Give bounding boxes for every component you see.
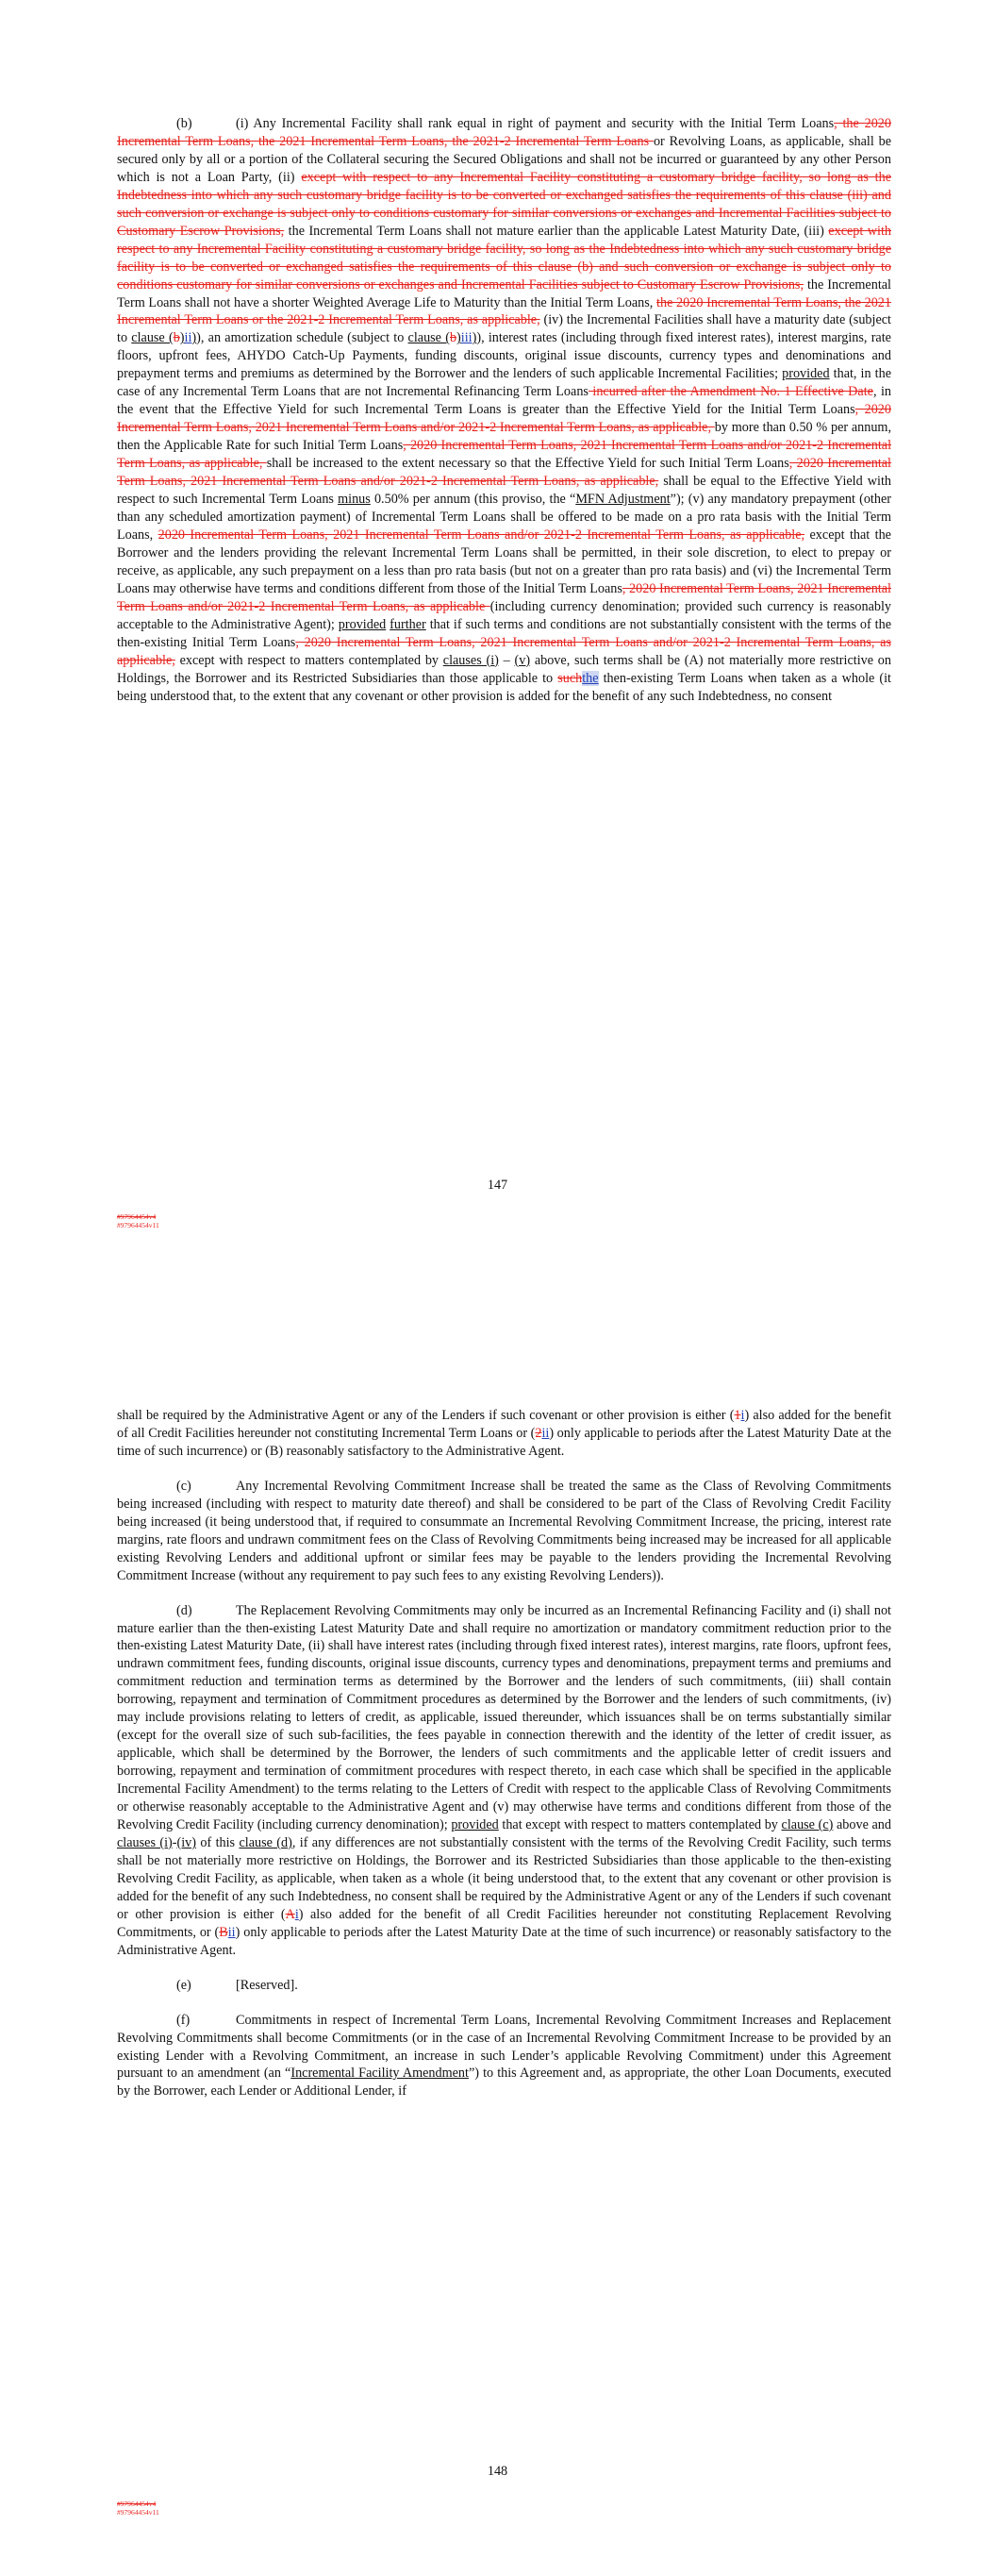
underlined-text: clause (c) (781, 1817, 834, 1833)
text-run: , in the event that the Effective Yield for such Incremental Term Loans is greater than the Effective Yield for the Initial Term Loans (117, 384, 891, 418)
deleted-text: b (449, 330, 457, 346)
underlined-text: MFN Adjustment (575, 492, 671, 508)
deleted-text: A (285, 1906, 295, 1922)
inserted-text-highlighted: the (582, 670, 599, 686)
text-run: except with respect to matters contemplated by (174, 652, 443, 668)
page-148 (0, 1288, 995, 2576)
paragraph-continued (117, 1407, 891, 1461)
paragraph-label: (c) (176, 1478, 191, 1494)
text-run: of this (195, 1834, 240, 1850)
document-id-footer (117, 1213, 159, 1229)
text-run: 0.50% per annum (this proviso, the “ (370, 492, 576, 508)
deleted-text: , 2020 Incremental Term Loans, 2021 Incremental Term Loans and/or 2021-2 Incremental Term Loans, as applicable, (117, 438, 892, 472)
page-147-body (117, 115, 891, 722)
text-run: ”); (v) any mandatory prepayment (other than any scheduled amortization payment) of Incremental Term Loans shall be offered to be made on a pro rata basis with the Initial Term Loans, (117, 492, 891, 543)
underlined-text: ) (456, 330, 461, 346)
paragraph-d (117, 1602, 891, 1960)
deleted-text: incurred after the Amendment No. 1 Effective Date (588, 384, 873, 400)
text-run: , if any differences are not substantially consistent with the terms of the Revolving Credit Facility, such terms shall be not materially more restrictive on Holdings, the Borrower and its Restricted Subsidiaries than those applicable to the then-existing Revolving Credit Facility, as applicable, when taken as a whole (it being understood that, to the extent that any covenant or other provision is added for the benefit of any such Indebtedness, no consent shall be required by the Administrative Agent or any of the Lenders if such covenant or other provision is either ( (117, 1834, 891, 1922)
document-id-old: #97964454v4 (117, 2500, 157, 2508)
deleted-text: 2020 Incremental Term Loans, 2021 Incremental Term Loans and/or 2021-2 Incremental Term Loans, as applicable, (158, 527, 805, 543)
text-run: The Replacement Revolving Commitments may only be incurred as an Incremental Refinancing Facility and (i) shall not mature earlier than the then-existing Latest Maturity Date and shall require no amortization or mandatory commitment reduction prior to the then-existing Latest Maturity Date, (ii) shall have interest rates (including through fixed interest rates), interest margins, rate floors, upfront fees, undrawn commitment fees, funding discounts, original issue discounts, currency types and denominations, prepayment terms and premiums and commitment reduction and termination terms as determined by the Borrower and the lenders of such commitments, (iii) shall contain borrowing, repayment and termination of Commitment procedures as determined by the Borrower and the lenders of such commitments, (iv) may include provisions relating to letters of credit, as applicable, issued thereunder, which issuances shall be on terms substantially similar (except for the overall size of such sub-facilities, the fees payable in connection therewith and the identity of the letter of credit issuer, as applicable, which shall be determined by the Borrower, the lenders of such commitments and the applicable letter of credit issuers and borrowing, repayment and termination of commitment procedures with respect thereto, in each case which shall be specified in the applicable Incremental Facility Amendment) to the terms relating to the Letters of Credit with respect to the applicable Class of Revolving Commitments or otherwise reasonably acceptable to the Administrative Agent and (v) may otherwise have terms and conditions different from those of the Revolving Credit Facility (including currency denomination); (117, 1602, 891, 1833)
inserted-text: i (740, 1408, 745, 1423)
paragraph-label: (b) (176, 116, 192, 131)
text-run: ) only applicable to periods after the Latest Maturity Date at the time of such incurrence) or (B) reasonably satisfactory to the Administrative Agent. (117, 1425, 892, 1459)
text-run: or Revolving Loans, as applicable, shall be secured only by all or a portion of the Collateral securing the Secured Obligations and shall not be incurred or guaranteed by any other Person which is not a Loan Party, (ii) (117, 133, 891, 185)
paragraph-f (117, 2012, 891, 2101)
deleted-text: b (173, 330, 180, 346)
underlined-text: minus (338, 492, 371, 508)
text-run: - (172, 1834, 177, 1850)
text-run: by more than 0.50 % per annum, then the Applicable Rate for such Initial Term Loans (117, 420, 892, 454)
text-run: that except with respect to matters contemplated by (498, 1817, 782, 1833)
inserted-text: i (294, 1906, 299, 1922)
underlined-text: clauses (i) (117, 1834, 173, 1850)
inserted-text: ii (541, 1425, 550, 1441)
text-run: ) also added for the benefit of all Credit Facilities hereunder not constituting Replacement Revolving Commitments, or ( (117, 1906, 891, 1940)
deleted-text: 2 (535, 1425, 542, 1441)
document-id-new: #97964454v11 (117, 1221, 159, 1229)
text-run: (iv) the Incremental Facilities shall have a maturity date (subject to (117, 312, 891, 346)
text-run: – (498, 652, 515, 668)
underlined-text: clauses (i) (442, 652, 499, 668)
underlined-text: (v) (514, 652, 531, 668)
paragraph-b (117, 115, 891, 705)
paragraph-label: (e) (176, 1977, 191, 1993)
text-run: that if such terms and conditions are not substantially consistent with the terms of the then-existing Initial Term Loans (117, 616, 891, 650)
inserted-text: ii (184, 330, 192, 346)
document-id-old: #97964454v4 (117, 1213, 157, 1221)
underlined-text: provided (451, 1817, 499, 1833)
text-run: above, such terms shall be (A) not materially more restrictive on Holdings, the Borrower and its Restricted Subsidiaries than those applicable to (117, 652, 891, 686)
underlined-text: clause ( (407, 330, 450, 346)
paragraph-e (117, 1977, 891, 1995)
text-run: ”) to this Agreement and, as appropriate, the other Loan Documents, executed by the Borrower, each Lender or Additional Lender, if (117, 2066, 891, 2099)
paragraph-label: (f) (176, 2012, 191, 2028)
deleted-text: the 2020 Incremental Term Loans, the 2021 Incremental Term Loans or the 2021-2 Incremental Term Loans, as applicable, (117, 294, 891, 328)
text-run: ), interest rates (including through fixed interest rates), interest margins, rate floors, upfront fees, AHYDO Catch-Up Payments, funding discounts, original issue discounts, currency types and denominations and prepayment terms and premiums as determined by the Borrower and the lenders of such applicable Incremental Facilities; (117, 330, 891, 382)
deleted-text: except with respect to any Incremental Facility constituting a customary bridge facility, so long as the Indebtedness into which any such customary bridge facility is to be converted or exchanged satisfies the requirements of this clause (iii) and such conversion or exchange is subject only to conditions customary for similar conversions or exchanges and Incremental Facilities subject to Customary Escrow Provisions, (117, 169, 891, 239)
deleted-text: , 2020 Incremental Term Loans, 2021 Incremental Term Loans and/or 2021-2 Incremental Term Loans, as applicable, (117, 456, 891, 490)
text-run: shall be required by the Administrative Agent or any of the Lenders if such covenant or other provision is either ( (117, 1408, 735, 1423)
text-run: ), an amortization schedule (subject to (196, 330, 408, 346)
underlined-text: ) (472, 330, 477, 346)
text-run: Commitments in respect of Incremental Term Loans, Incremental Revolving Commitment Increases and Replacement Revolving Commitments shall become Commitments (or in the case of an Incremental Revolving Commitment Increase to be provided by an existing Lender with a Revolving Commitment, an increase in such Lender’s applicable Revolving Commitment) under this Agreement pursuant to an amendment (an “ (117, 2012, 891, 2082)
text-run: the Incremental Term Loans shall not have a shorter Weighted Average Life to Maturity than the Initial Term Loans, (117, 276, 891, 310)
underlined-text: further (390, 616, 426, 632)
deleted-text: , the 2020 Incremental Term Loans, the 2021 Incremental Term Loans, the 2021-2 Incremental Term Loans (117, 116, 891, 149)
deleted-text: such (557, 670, 583, 686)
deleted-text: , 2020 Incremental Term Loans, 2021 Incremental Term Loans and/or 2021-2 Incremental Term Loans, as applicable (117, 580, 891, 614)
text-run: except that the Borrower and the lenders providing the relevant Incremental Term Loans shall be permitted, in their sole discretion, to elect to prepay or receive, as applicable, any such prepayment on a less than pro rata basis (but not on a greater than pro rata basis) and (vi) the Incremental Term Loans may otherwise have terms and conditions different from those of the Initial Term Loans (117, 527, 891, 596)
deleted-text: 1 (734, 1408, 741, 1423)
page-number: 148 (487, 2464, 508, 2479)
deleted-text: , 2020 Incremental Term Loans, 2021 Incremental Term Loans and/or 2021-2 Incremental Term Loans, as applicable, (117, 634, 891, 668)
page-number: 147 (487, 1178, 508, 1193)
paragraph-label: (d) (176, 1602, 192, 1618)
inserted-text: iii (460, 330, 473, 346)
document-id-new: #97964454v11 (117, 2508, 159, 2517)
text-run: then-existing Term Loans when taken as a whole (it being understood that, to the extent that any covenant or other provision is added for the benefit of any such Indebtedness, no consent (117, 670, 892, 704)
text-run: (i) Any Incremental Facility shall rank equal in right of payment and security with the Initial Term Loans (236, 116, 835, 131)
deleted-text: , 2020 Incremental Term Loans, 2021 Incremental Term Loans and/or 2021-2 Incremental Term Loans, as applicable, (117, 402, 891, 436)
text-run: shall be increased to the extent necessary so that the Effective Yield for such Initial Term Loans (266, 456, 789, 472)
text-run: [Reserved]. (236, 1977, 298, 1993)
underlined-text: Incremental Facility Amendment (290, 2066, 469, 2082)
underlined-text: (iv) (176, 1834, 196, 1850)
text-run: the Incremental Term Loans shall not mature earlier than the applicable Latest Maturity Date, (iii) (284, 223, 829, 239)
text-run: shall be equal to the Effective Yield with respect to such Incremental Term Loans (117, 474, 891, 508)
underlined-text: provided (782, 366, 830, 382)
text-run: (including currency denomination; provided such currency is reasonably acceptable to the Administrative Agent); (117, 598, 891, 632)
text-run: ) only applicable to periods after the Latest Maturity Date at the time of such incurrence) or reasonably satisfactory to the Administrative Agent. (117, 1924, 891, 1958)
inserted-text: ii (227, 1924, 236, 1940)
underlined-text: ) (191, 330, 197, 346)
deleted-text: except with respect to any Incremental Facility constituting a customary bridge facility, so long as the Indebtedness into which any such customary bridge facility is to be converted or exchanged satisfies the requirements of this clause (b) and such conversion or exchange is subject only to conditions customary for similar conversions or exchanges and Incremental Facilities subject to Customary Escrow Provisions, (117, 223, 892, 293)
paragraph-c (117, 1478, 891, 1585)
underlined-text: clause ( (131, 330, 174, 346)
text-run: above and (833, 1817, 891, 1833)
text-run: that, in the case of any Incremental Term Loans that are not Incremental Refinancing Term Loans (117, 366, 891, 400)
document-id-footer (117, 2500, 159, 2517)
underlined-text: ) (179, 330, 185, 346)
text-run: Any Incremental Revolving Commitment Increase shall be treated the same as the Class of Revolving Commitments being increased (including with respect to maturity date thereof) and shall be considered to be part of the Class of Revolving Credit Facility being increased (it being understood that, if required to consummate an Incremental Revolving Commitment Increase, the pricing, interest rate margins, rate floors and undrawn commitment fees on the Class of Revolving Commitments being increased may be increased for all applicable existing Revolving Lenders and additional upfront or similar fees may be payable to the lenders providing the Incremental Revolving Commitment Increase (without any requirement to pay such fees to any existing Revolving Lenders)). (117, 1478, 891, 1583)
text-run: ) also added for the benefit of all Credit Facilities hereunder not constituting Incremental Term Loans or ( (117, 1408, 891, 1441)
underlined-text: clause (d) (239, 1834, 292, 1850)
underlined-text: provided (338, 616, 387, 632)
deleted-text: B (219, 1924, 228, 1940)
page-148-body (117, 1407, 891, 2117)
